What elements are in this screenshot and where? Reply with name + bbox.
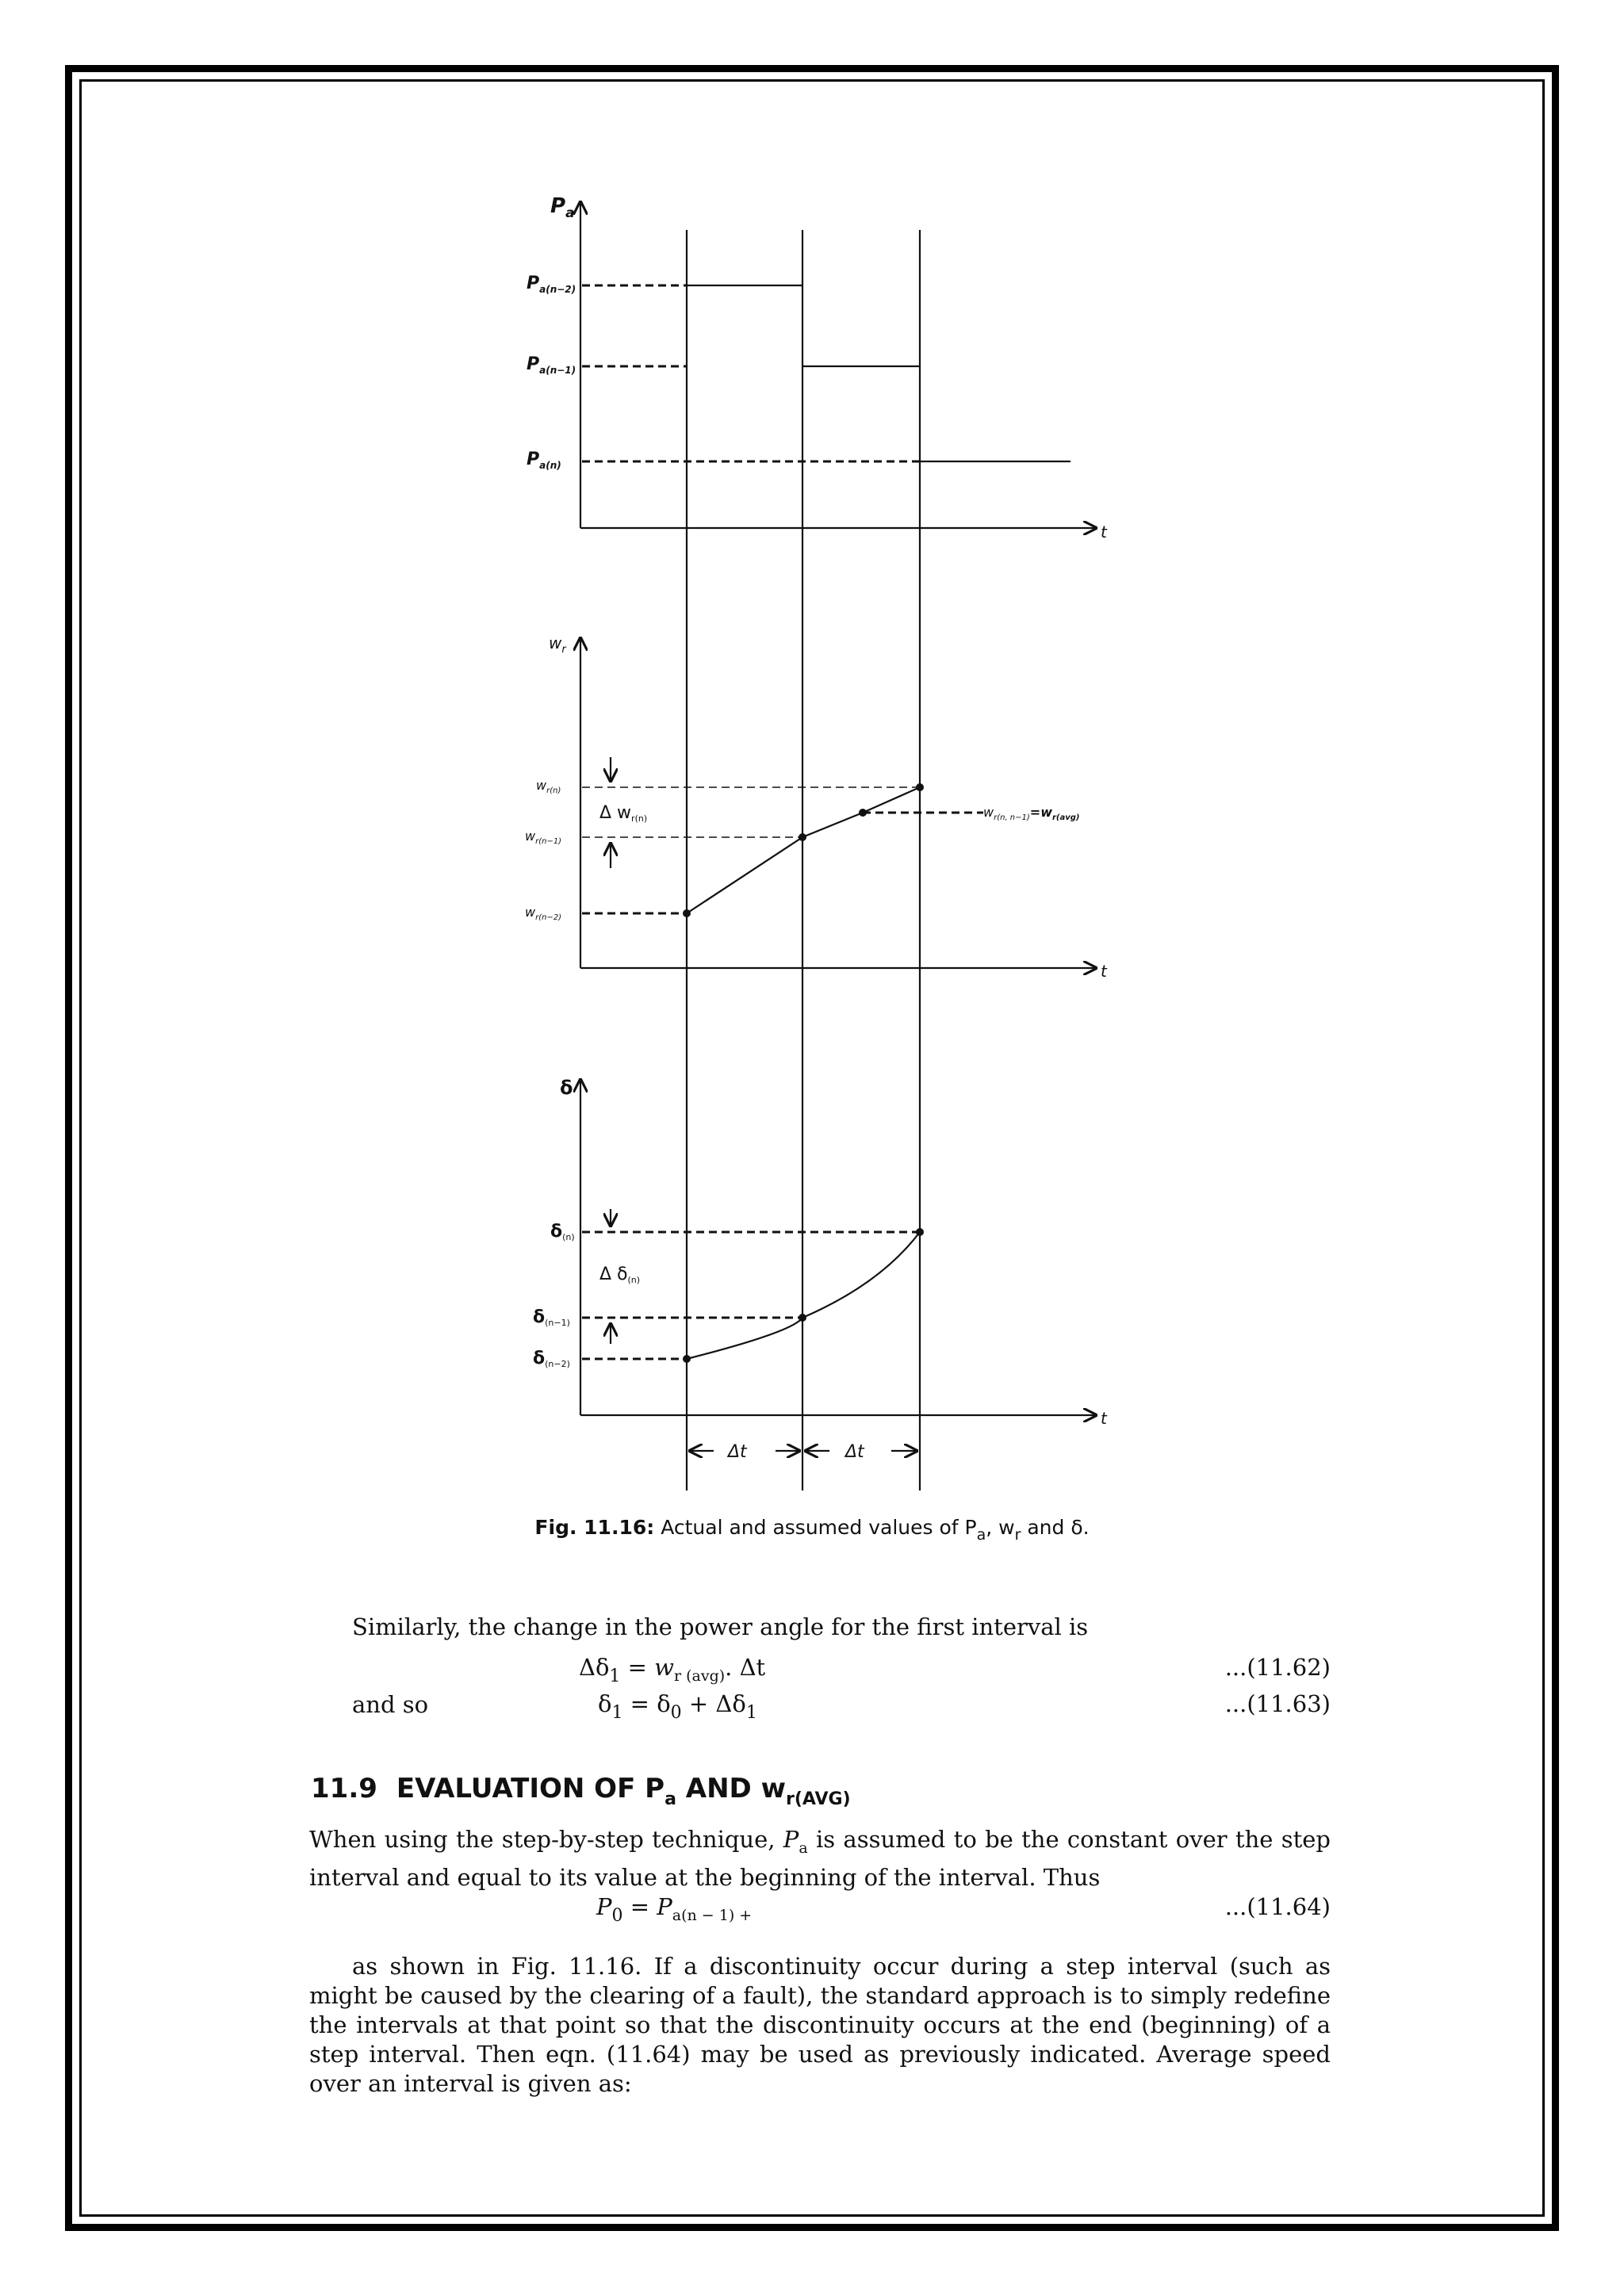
equation-11-63: $\delta_1 = \delta_0 + \Delta\delta_1$ [598, 1690, 757, 1723]
w-r-avg-label: $w_{r(n, n-1)}=w_{r(avg)}$ [983, 805, 1080, 822]
delta-level-3: δ(n−2) [533, 1349, 570, 1369]
figure-caption: Fig. 11.16: Actual and assumed values of $P_a$, $w_r$ and δ. [534, 1516, 1090, 1544]
p-a-x-label: t [1101, 522, 1107, 541]
p-a-y-label: $P_a$ [550, 194, 575, 221]
p-a-level-1: $P_{a(n-2)}$ [527, 274, 576, 295]
p-a-level-2: $P_{a(n-1)}$ [527, 354, 576, 376]
delta-x-label: t [1101, 1409, 1107, 1428]
paragraph-step-by-step: When using the step-by-step technique, $P_a$ is assumed to be the constant over the step interval and equal to its value at the beginning of the interval. Thus [309, 1826, 1331, 1891]
w-r-x-label: t [1101, 962, 1107, 981]
p-a-level-3: $P_{a(n)}$ [527, 450, 561, 471]
section-heading: 11.9 EVALUATION OF $P_a$ AND $w_{r(AVG)}$ [311, 1773, 851, 1809]
equation-number-11-62: ...(11.62) [1224, 1654, 1331, 1681]
delta-y-label: δ [560, 1077, 573, 1099]
delta-level-2: δ(n−1) [533, 1307, 570, 1328]
dt-label-2: Δt [845, 1442, 864, 1462]
w-r-delta-label: Δ wr(n) [599, 803, 648, 824]
dt-label-1: Δt [728, 1442, 747, 1462]
equation-11-62: $\Delta\delta_1 = w_{r (avg)}$. Δt [579, 1654, 766, 1686]
w-r-level-1: $w_{r(n)}$ [536, 778, 561, 795]
equation-number-11-64: ...(11.64) [1224, 1893, 1331, 1920]
equation-11-64: $P_0 = P_{a(n - 1) +}$ [596, 1893, 753, 1926]
equation-number-11-63: ...(11.63) [1224, 1690, 1331, 1717]
w-r-level-2: $w_{r(n-1)}$ [525, 828, 562, 846]
text-line-similarly: Similarly, the change in the power angle for the first interval is [352, 1613, 1089, 1640]
delta-level-1: δ(n) [550, 1222, 575, 1242]
w-r-y-label: $w_r$ [549, 633, 566, 656]
text-and-so: and so [352, 1691, 429, 1718]
w-r-level-3: $w_{r(n-2)}$ [525, 905, 562, 922]
delta-delta-label: Δ δ(n) [599, 1265, 641, 1285]
paragraph-discontinuity: as shown in Fig. 11.16. If a discontinuity occur during a step interval (such as might be caused by the clearing of a fault), the standard approach is to simply redefine the intervals at that point so that the discontinuity occurs at the end (beginning) of a step interval. Then eqn. (11.64) may be used as previously indicated. Average speed over an interval is given as: [309, 1953, 1331, 2097]
